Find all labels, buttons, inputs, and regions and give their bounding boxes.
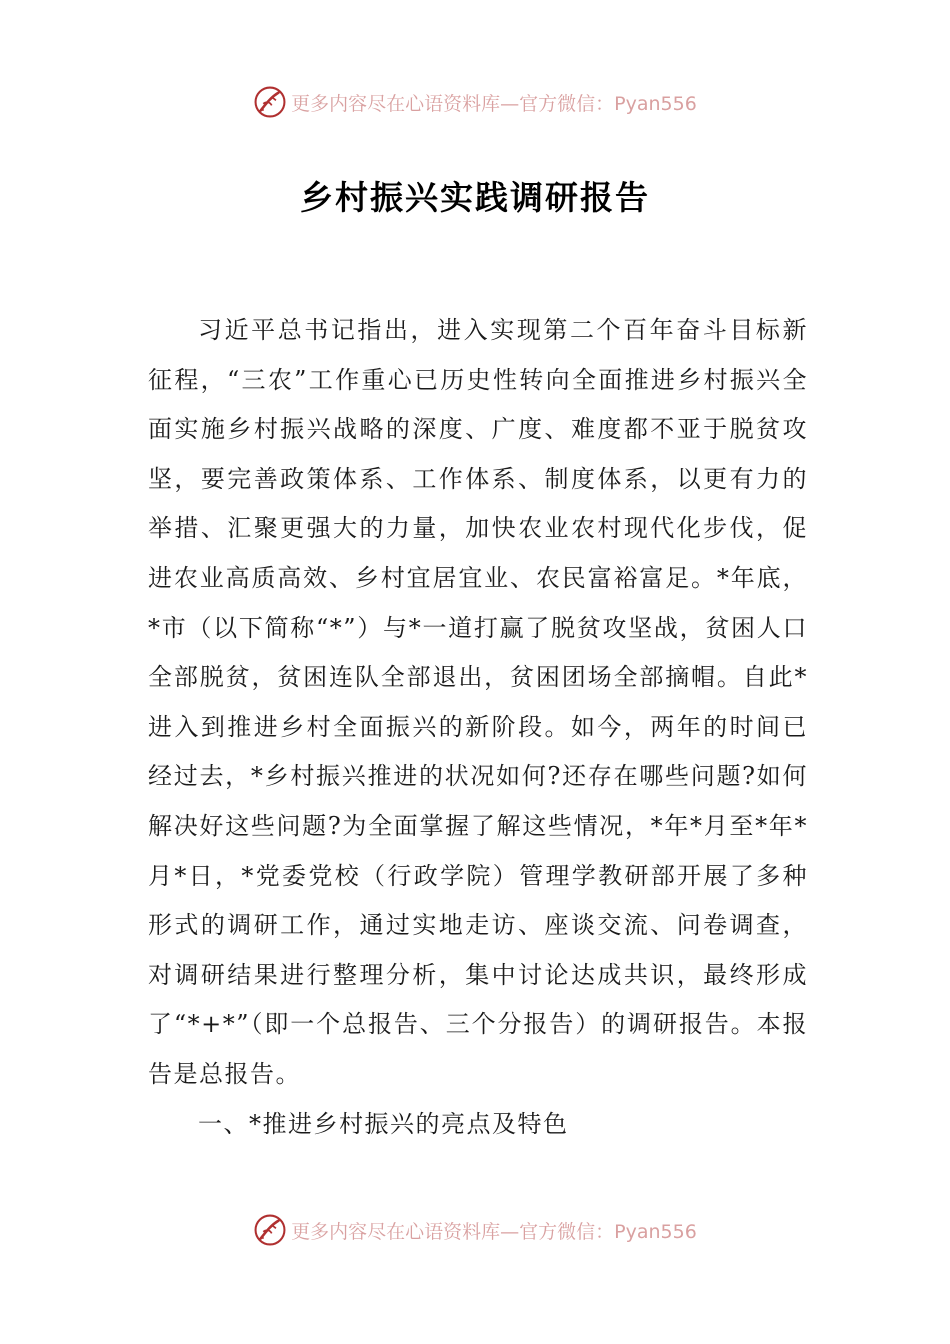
watermark-text: 更多内容尽在心语资料库—官方微信：Pyan556 — [291, 92, 697, 115]
wechat-id: Pyan556 — [614, 92, 697, 115]
body-paragraph: 习近平总书记指出，进入实现第二个百年奋斗目标新征程，“三农”工作重心已历史性转向全面推进乡村振兴全面实施乡村振兴战略的深度、广度、难度都不亚于脱贫攻坚，要完善政策体系、工作体系、制度体系，以更有力的举措、汇聚更强大的力量，加快农业农村现代化步伐，促进农业高质高效、乡村宜居宜业、农民富裕富足。*年底，*市（以下简称“*”）与*一道打赢了脱贫攻坚战，贫困人口全部脱贫，贫困连队全部退出，贫困团场全部摘帽。自此*进入到推进乡村全面振兴的新阶段。如今，两年的时间已经过去，*乡村振兴推进的状况如何?还存在哪些问题?如何解决好这些问题?为全面掌握了解这些情况，*年*月至*年*月*日，*党委党校（行政学院）管理学教研部开展了多种形式的调研工作，通过实地走访、座谈交流、问卷调查，对调研结果进行整理分析，集中讨论达成共识，最终形成了“*+*”（即一个总报告、三个分报告）的调研报告。本报告是总报告。 — [148, 316, 808, 1088]
footer-watermark — [0, 1210, 950, 1250]
section-heading: 一、*推进乡村振兴的亮点及特色 — [198, 1110, 569, 1138]
document-title: 乡村振兴实践调研报告 — [300, 178, 650, 217]
watermark-text: 更多内容尽在心语资料库—官方微信：Pyan556 — [291, 1220, 697, 1243]
pen-logo-icon — [253, 1213, 287, 1247]
wechat-id: Pyan556 — [614, 1220, 697, 1243]
pen-logo-icon — [253, 85, 287, 119]
header-watermark — [0, 82, 950, 122]
